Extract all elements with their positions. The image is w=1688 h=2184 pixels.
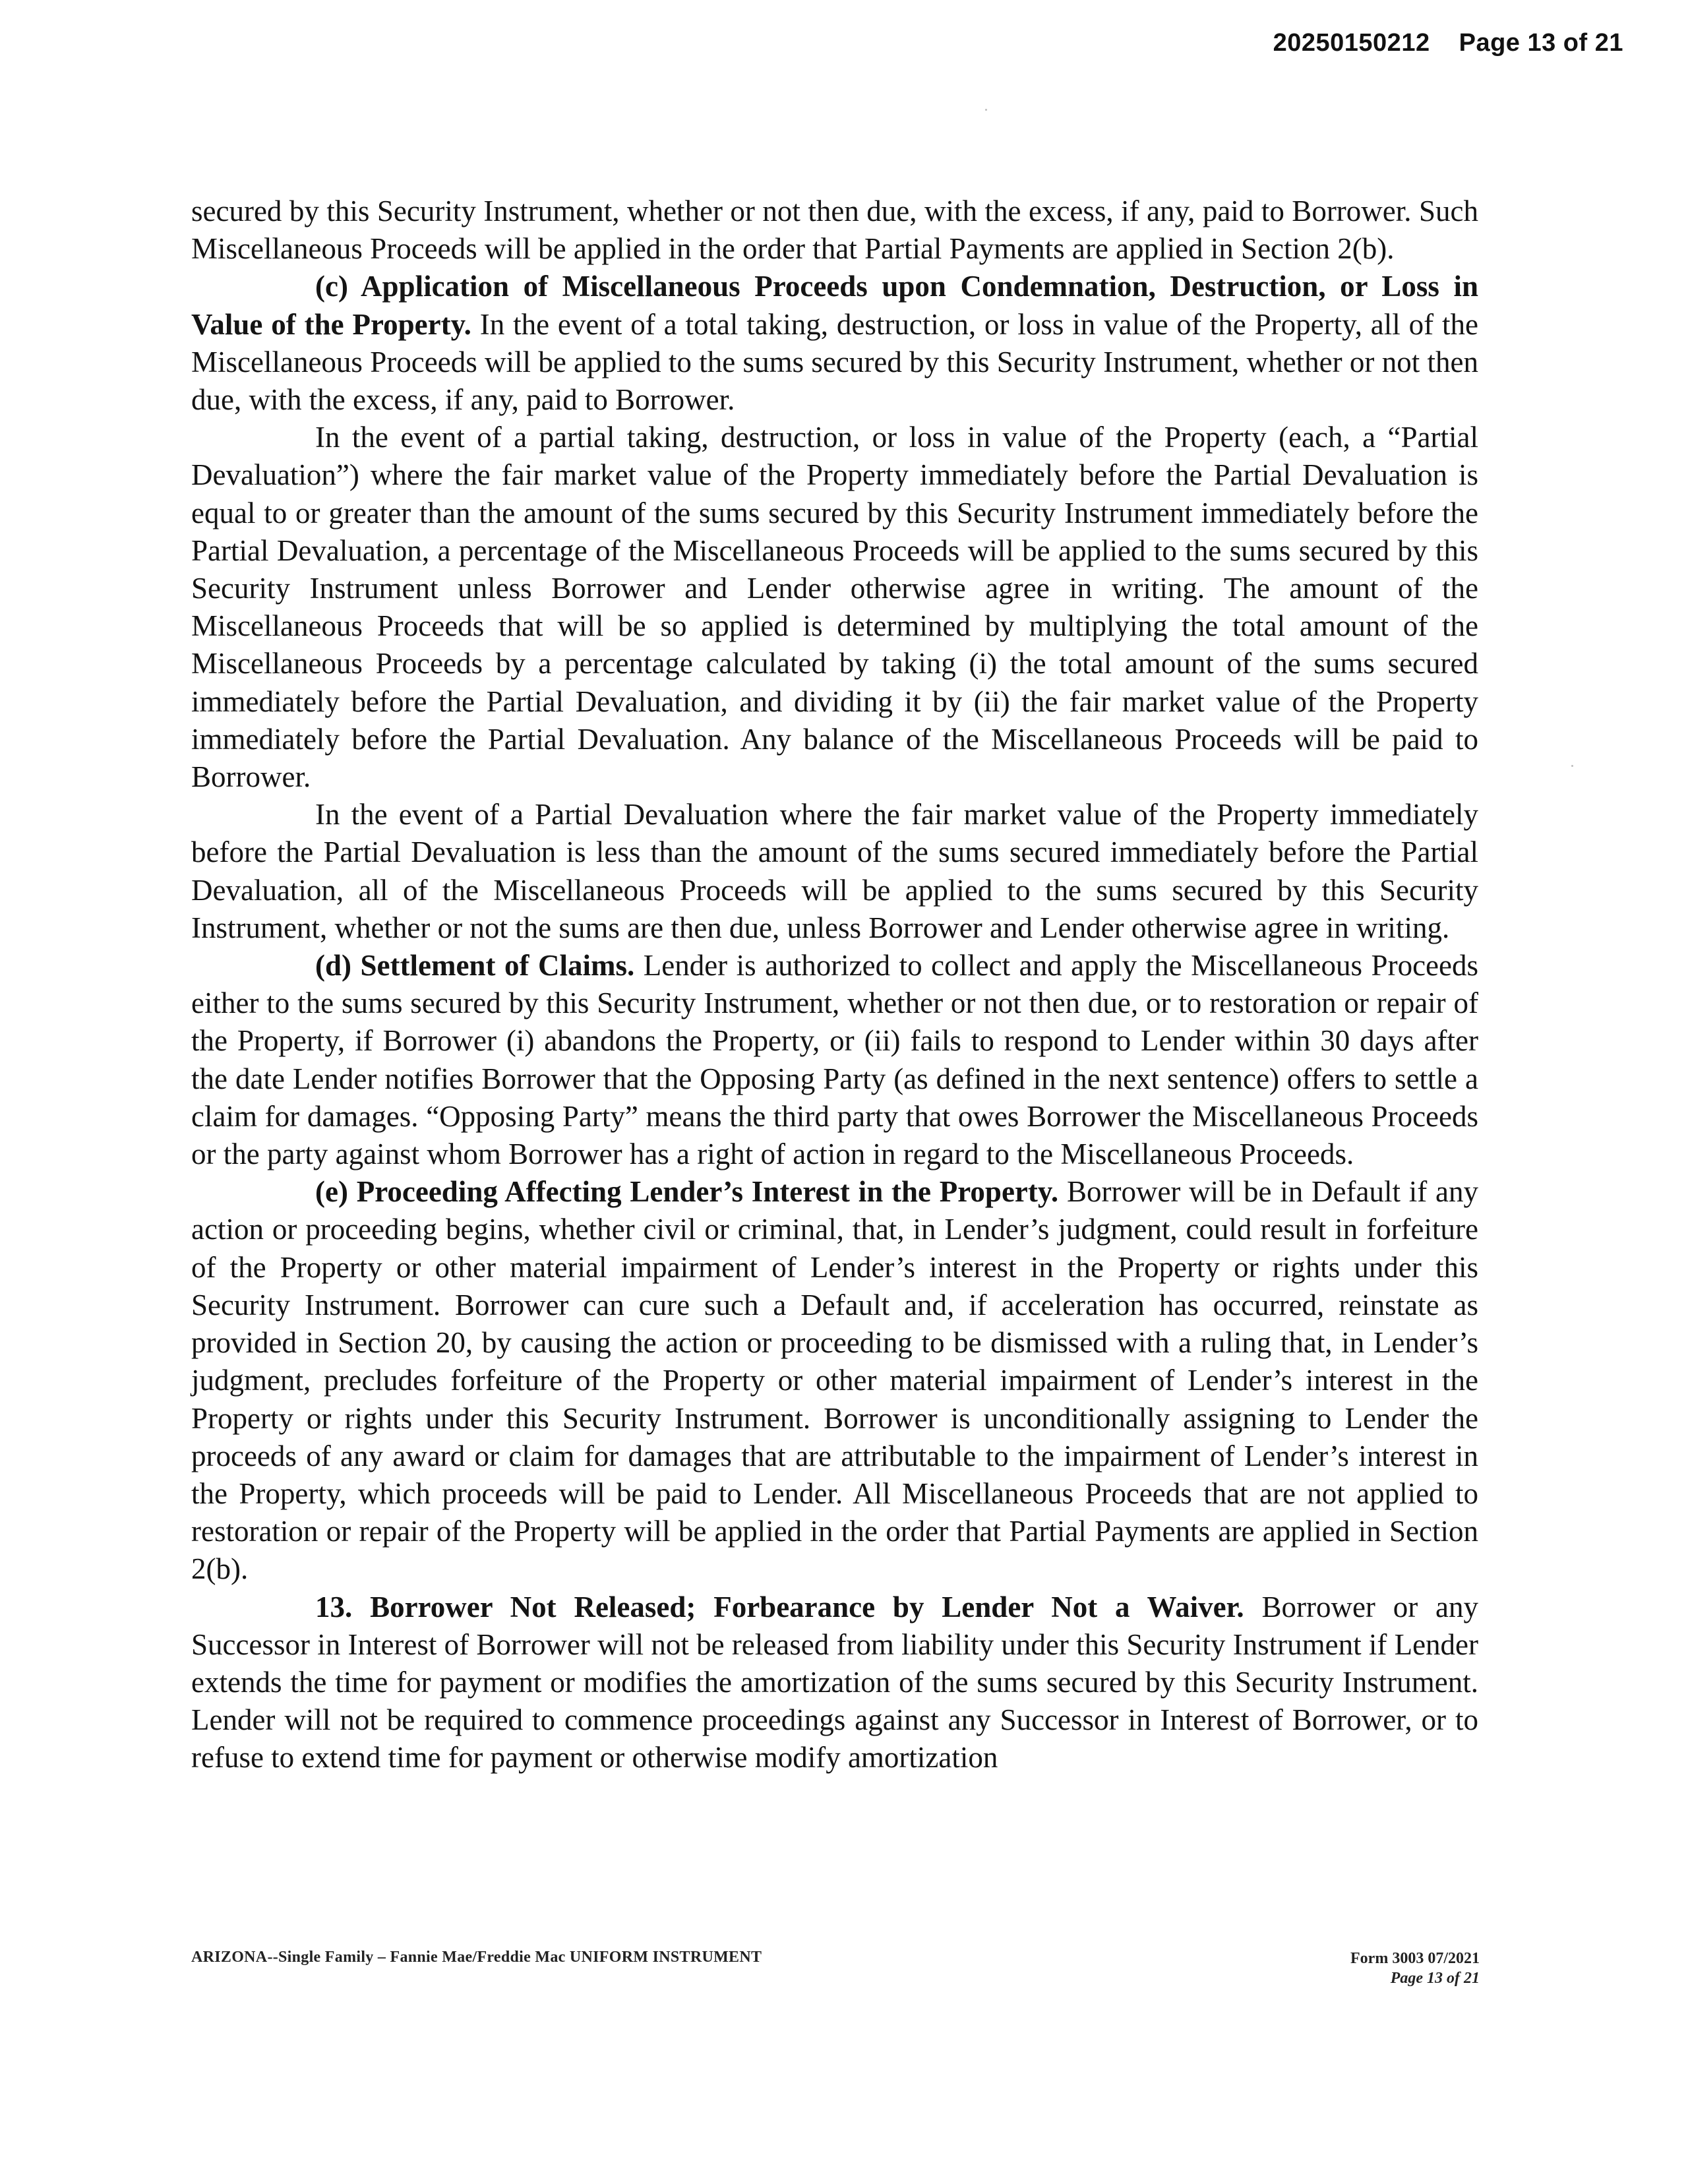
footer-form-info [1350, 1949, 1480, 1988]
section-13-heading: 13. Borrower Not Released; Forbearance by Lender Not a Waiver. [315, 1590, 1244, 1623]
header-page-label: Page 13 of 21 [1459, 29, 1623, 57]
section-d-text: Lender is authorized to collect and apply the Miscellaneous Proceeds either to the sums secured by this Security Instrument, whether or not then due, or to restoration or repair of the Property, if Borrower (i) abandons the Property, or (ii) fails to respond to Lender within 30 days after the date Lender notifies Borrower that the Opposing Party (as defined in the next sentence) offers to settle a claim for damages. “Opposing Party” means the third party that owes Borrower the Miscellaneous Proceeds or the party against whom Borrower has a right of action in regard to the Miscellaneous Proceeds. [191, 949, 1479, 1171]
paragraph-continuation: secured by this Security Instrument, whether or not then due, with the excess, if any, paid to Borrower. Such Miscellaneous Proceeds will be applied in the order that Partial Payments are applied in Section 2(b). [191, 195, 1478, 266]
paragraph-section-c [191, 268, 1478, 419]
paragraph-partial-devaluation: In the event of a partial taking, destruction, or loss in value of the Property (each, a “Partial Devaluation”) where the fair market value of the Property immediately before the Partial Devaluation is equal to or greater than the amount of the sums secured by this Security Instrument immediately before the Partial Devaluation, a percentage of the Miscellaneous Proceeds will be applied to the sums secured by this Security Instrument unless Borrower and Lender otherwise agree in writing. The amount of the Miscellaneous Proceeds that will be so applied is determined by multiplying the total amount of the Miscellaneous Proceeds by a percentage calculated by taking (i) the total amount of the sums secured immediately before the Partial Devaluation, and dividing it by (ii) the fair market value of the Property immediately before the Partial Devaluation. Any balance of the Miscellaneous Proceeds will be paid to Borrower. [191, 421, 1478, 794]
section-d-heading: (d) Settlement of Claims. [315, 949, 635, 983]
footer-page-of: Page 13 of 21 [1390, 1970, 1480, 1987]
recording-header [1273, 29, 1623, 57]
footer-form-id: Form 3003 07/2021 [1350, 1950, 1480, 1967]
section-e-heading: (e) Proceeding Affecting Lender’s Interest in the Property. [315, 1175, 1059, 1209]
scan-speck [985, 109, 987, 111]
document-body [191, 193, 1478, 1777]
paragraph-partial-devaluation-less: In the event of a Partial Devaluation where the fair market value of the Property immediately before the Partial Devaluation is less than the amount of the sums secured immediately before the Partial Devaluation, all of the Miscellaneous Proceeds will be applied to the sums secured by this Security Instrument, whether or not the sums are then due, unless Borrower and Lender otherwise agree in writing. [191, 798, 1478, 944]
paragraph-section-d [191, 947, 1478, 1173]
section-13-text: Borrower or any Successor in Interest of Borrower will not be released from liability under this Security Instrument if Lender extends the time for payment or modifies the amortization of the sums secured by this Security Instrument. Lender will not be required to commence proceedings against any Successor in Interest of Borrower, or to refuse to extend time for payment or otherwise modify amortization [191, 1590, 1478, 1774]
footer-instrument-title: ARIZONA--Single Family – Fannie Mae/Freddie Mac UNIFORM INSTRUMENT [191, 1949, 762, 1966]
paragraph-section-13 [191, 1589, 1478, 1777]
section-e-text: Borrower will be in Default if any action or proceeding begins, whether civil or criminal, that, in Lender’s judgment, could result in forfeiture of the Property or other material impairment of Lender’s interest in the Property or rights under this Security Instrument. Borrower can cure such a Default and, if acceleration has occurred, reinstate as provided in Section 20, by causing the action or proceeding to be dismissed with a ruling that, in Lender’s judgment, precludes forfeiture of the Property or other material impairment of Lender’s interest in the Property or rights under this Security Instrument. Borrower is unconditionally assigning to Lender the proceeds of any award or claim for damages that are attributable to the impairment of Lender’s interest in the Property, which proceeds will be paid to Lender. All Miscellaneous Proceeds that are not applied to restoration or repair of the Property will be applied in the order that Partial Payments are applied in Section 2(b). [191, 1175, 1478, 1586]
section-c-text: In the event of a total taking, destruction, or loss in value of the Property, all of the Miscellaneous Proceeds will be applied to the sums secured by this Security Instrument, whether or not then due, with the excess, if any, paid to Borrower. [191, 307, 1478, 417]
paragraph-section-e [191, 1173, 1478, 1588]
document-number: 20250150212 [1273, 29, 1430, 57]
section-c-heading: (c) Application of Miscellaneous Proceeds upon Condemnation, Destruction, or Loss in Value of the Property. [191, 270, 1478, 341]
scan-speck [1571, 765, 1573, 767]
